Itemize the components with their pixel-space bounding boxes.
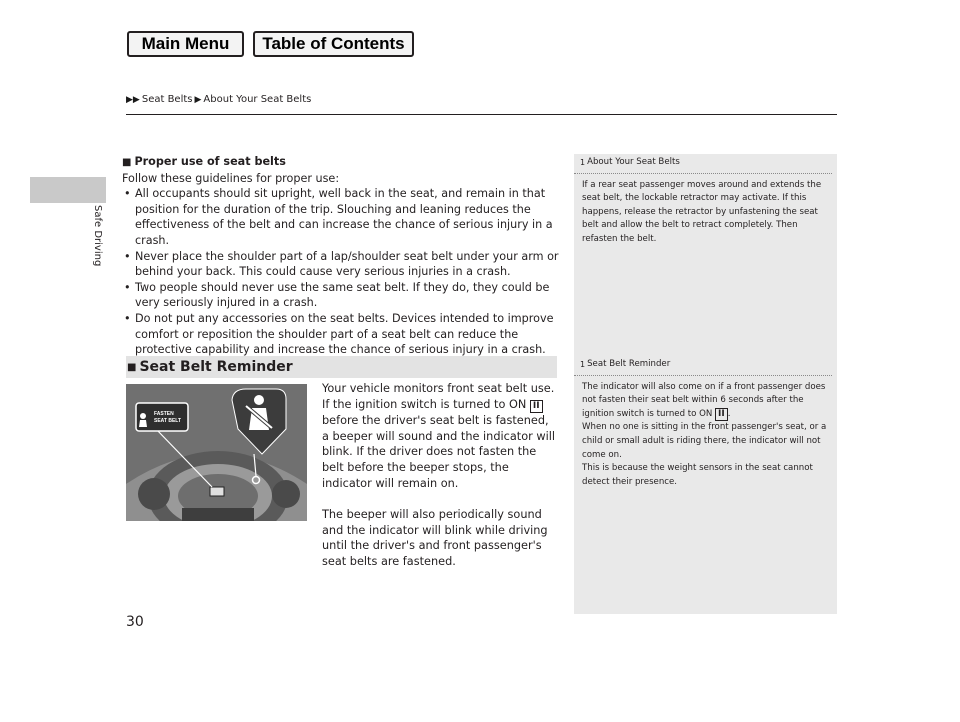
seat-belt-reminder-heading: ■ Seat Belt Reminder <box>126 356 557 378</box>
guideline-list <box>122 186 560 358</box>
breadcrumb <box>126 94 311 105</box>
note-paragraph: When no one is sitting in the front passenger's seat, or a child or small adult is riding there, the indicator will not come on. <box>582 422 827 460</box>
proper-use-intro: Follow these guidelines for proper use: <box>122 171 340 185</box>
list-item: • Never place the shoulder part of a lap/shoulder seat belt under your arm or behind your back. This could cause very serious injuries in a crash. <box>122 249 560 280</box>
chapter-tab <box>30 177 106 203</box>
reminder-paragraph-2: The beeper will also periodically sound and the indicator will blink while driving until the driver's and front passenger's seat belts are fastened. <box>322 507 548 569</box>
note-seat-belt-reminder <box>580 358 832 489</box>
indicator-label-line-1: FASTEN <box>154 411 174 417</box>
indicator-label-line-2: SEAT BELT <box>154 418 182 424</box>
ignition-on-key-icon: II <box>715 408 728 421</box>
note-divider <box>574 173 832 175</box>
note-paragraph: This is because the weight sensors in the seat cannot detect their presence. <box>582 463 813 487</box>
proper-use-section <box>122 154 560 358</box>
note-reference-icon: 1 <box>580 158 586 167</box>
header-divider <box>126 114 837 115</box>
reminder-paragraph-1: Your vehicle monitors front seat belt use. If the ignition switch is turned to ON II before the driver's seat belt is fastened, a beeper will sound and the indicator will blink. If the driver does not fasten the belt before the beeper stops, the indicator will remain on. <box>322 382 556 490</box>
breadcrumb-topic[interactable]: About Your Seat Belts <box>203 94 312 105</box>
note-paragraph: The indicator will also come on if a front passenger does not fasten their seat belt within 6 seconds after the ignition switch is turned to ON II . <box>582 381 826 419</box>
instrument-panel-illustration <box>126 384 307 521</box>
breadcrumb-section[interactable]: Seat Belts <box>141 94 193 105</box>
note-about-seat-belts <box>580 156 832 247</box>
list-item: • All occupants should sit upright, well back in the seat, and remain in that position for the duration of the trip. Slouching and leaning reduces the effectiveness of the belt and can increase the chance of serious injury in a crash. <box>122 186 560 248</box>
note-reference-icon: 1 <box>580 360 586 369</box>
square-bullet-icon: ■ <box>127 361 137 373</box>
note-title: 1 About Your Seat Belts <box>580 156 832 173</box>
chapter-label: Safe Driving <box>92 205 103 267</box>
page-number: 30 <box>126 614 144 630</box>
ignition-on-key-icon: II <box>530 400 543 413</box>
note-divider <box>574 375 832 377</box>
list-item: • Do not put any accessories on the seat belts. Devices intended to improve comfort or reposition the shoulder part of a seat belt can reduce the protective capability and increase the chance of serious injury in a crash. <box>122 311 560 358</box>
note-body <box>580 381 832 490</box>
note-title: 1 Seat Belt Reminder <box>580 358 832 375</box>
note-paragraph: If a rear seat passenger moves around and extends the seat belt, the lockable retractor may activate. If this happens, release the retractor by unfastening the seat belt and allow the belt to retract completely. Then refasten the belt. <box>582 179 822 244</box>
breadcrumb-arrow-icon: ▶ <box>194 94 202 105</box>
reminder-body <box>322 381 558 585</box>
square-bullet-icon: ■ <box>122 157 132 168</box>
table-of-contents-button[interactable]: Table of Contents <box>253 31 414 57</box>
proper-use-heading: ■ Proper use of seat belts <box>122 155 286 168</box>
breadcrumb-arrow-icon: ▶▶ <box>126 94 140 105</box>
list-item: • Two people should never use the same seat belt. If they do, they could be very seriously injured in a crash. <box>122 280 560 311</box>
note-body <box>580 179 832 247</box>
main-menu-button[interactable]: Main Menu <box>127 31 244 57</box>
